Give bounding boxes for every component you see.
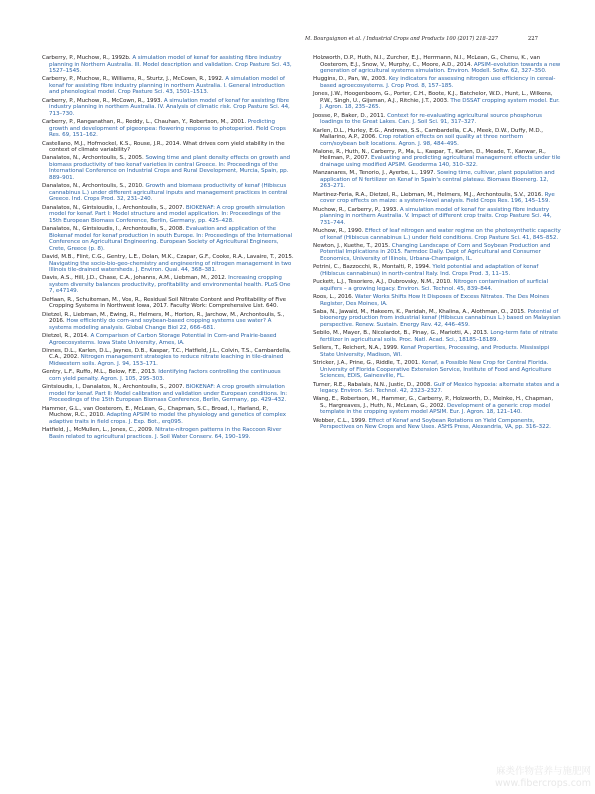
reference-authors: Danalatos, N., Gintsioudis, I., Archontoulis, S., 2008. (42, 226, 186, 233)
reference-entry (42, 348, 294, 368)
reference-authors: Muchow, R., 1990. (313, 228, 366, 235)
reference-entry (313, 170, 561, 190)
reference-link[interactable]: Development of a generic crop model template in the cropping system model APSIM. Eur. J. Agron. 18, 121–140. (320, 402, 551, 416)
reference-entry (42, 254, 294, 274)
reference-link[interactable]: Predicting growth and development of pigeonpea: flowering response to photoperiod. Field Crops Res. 69, 151–162. (49, 119, 286, 139)
reference-entry (313, 207, 561, 227)
reference-link[interactable]: APSIM–evolution towards a new generation of agricultural systems simulation. Environ. Modell. Softw. 62, 327–350. (320, 61, 561, 74)
reference-entry (313, 128, 561, 148)
reference-authors: Dinnes, D.L., Karlen, D.L., Jaynes, D.B., Kaspar, T.C., Hatfield, J.L., Colvin, T.S., Cambardella, C.A., 2002. (42, 347, 291, 361)
reference-entry (313, 228, 561, 241)
reference-link[interactable]: Sowing time and plant density effects on growth and biomass productivity of two kenaf varieties in central Greece. In: Proceedings of the International Conference on Industrial Crops and Rural Development, Murcia, Spain, pp. 889–901. (49, 155, 291, 181)
reference-link[interactable]: Effect of Kenaf and Soybean Rotations on Yield Components, Perspectives on New Crops and New Uses. ASHS Press, Alexandria, VA, pp. 316–322. (320, 417, 551, 431)
reference-authors: Dietzel, R., 2014. (42, 333, 91, 340)
reference-link[interactable]: Effect of leaf nitrogen and water regime on the photosynthetic capacity of kenaf (Hibiscus cannabinus L.) under field conditions. Crop Pasture Sci. 41, 845–852. (320, 228, 561, 241)
reference-entry (42, 312, 294, 332)
site-watermark (466, 766, 591, 790)
reference-entry (42, 98, 294, 118)
reference-entry (313, 264, 561, 277)
reference-authors: Hammer, G.L., van Oosterom, E., McLean, G., Chapman, S.C., Broad, I., Harland, P., Muchow, R.C., 2010. (42, 405, 269, 419)
reference-entry (42, 297, 294, 310)
reference-authors: Petrini, C., Bazzocchi, R., Montalti, P., 1994. (313, 264, 433, 271)
reference-authors: Hatfield, J., McMullen, L., Jones, C., 2009. (42, 427, 156, 434)
reference-link[interactable]: Adapting APSIM to model the physiology and genetics of complex adaptive traits in field crops. J. Exp. Bot., erq095. (49, 412, 286, 425)
reference-authors: Castellano, M.J., Hofmockel, K.S., Rouse, J.R., 2014. What drives corn yield stability in the context of climate variability? (42, 140, 285, 154)
reference-entry (42, 76, 294, 96)
reference-entry (42, 427, 294, 440)
reference-link[interactable]: Water Works Shifts How It Disposes of Excess Nitrates. The Des Moines Register, Des Moines, IA. (320, 294, 550, 307)
reference-authors: Carberry, P., Muchow, R., McCown, R., 1993. (42, 97, 164, 104)
reference-link[interactable]: Growth and biomass productivity of kenaf (Hibiscus cannabinus L.) under different agricultural inputs and management practices in central Greece. Ind. Crops Prod. 32, 231–240. (49, 183, 288, 203)
reference-authors: Carberry, P., Muchow, R., Williams, R., Sturtz, J., McCown, R., 1992. (42, 76, 226, 83)
reference-link[interactable]: Rye cover crop effects on maize: a system-level analysis. Field Crops Res. 196, 145–159. (320, 191, 555, 205)
reference-authors: Carberry, P., Ranganathan, R., Reddy, L., Chauhan, Y., Robertson, M., 2001. (42, 119, 248, 126)
reference-entry (313, 113, 561, 126)
reference-link[interactable]: A simulation model of kenaf for assisting fibre industry planning in northern Australia. V. Impact of different crop traits. Crop Pasture Sci. 44, 731–744. (320, 206, 552, 226)
reference-link[interactable]: Nitrogen contamination of surficial aquifers – a growing legacy. Environ. Sci. Technol. 45, 839–844. (320, 279, 548, 292)
reference-link[interactable]: How efficiently do corn-and soybean-based cropping systems use water? A systems modeling analysis. Global Change Biol 22, 666–681. (49, 318, 272, 331)
reference-authors: Manzanares, M., Tenorio, J., Ayerbe, L., 1997. (313, 170, 437, 177)
reference-link[interactable]: Gulf of Mexico hypoxia: alternate states and a legacy. Environ. Sci. Technol. 42, 2323–2327. (320, 381, 560, 395)
reference-entry (313, 76, 561, 89)
watermark-line-2: www.fibercrops.com (494, 778, 591, 789)
watermark-line-1: 麻类作物营养与施肥网 (495, 766, 591, 777)
reference-entry (42, 406, 294, 426)
reference-entry (42, 119, 294, 139)
reference-link[interactable]: Evaluating and predicting agricultural management effects under tile drainage using modified APSIM. Geoderma 140, 310–322. (320, 155, 561, 168)
reference-authors: Roos, L., 2016. (313, 294, 356, 301)
reference-link[interactable]: A simulation model of kenaf for assisting fibre industry planning in northern Australia. IV. Analysis of climatic risk. Crop Pasture Sci. 44, 713–730. (49, 97, 290, 117)
references-column-left (42, 55, 294, 442)
reference-authors: Sebilo, M., Mayer, B., Nicolardot, B., Pinay, G., Mariotti, A., 2013. (313, 330, 491, 337)
reference-authors: Huggins, D., Pan, W., 2003. (313, 76, 389, 83)
reference-link[interactable]: Nitrogen management strategies to reduce nitrate leaching in tile-drained Midwestern soils. Agron. J. 94, 153–171. (49, 354, 284, 367)
reference-authors: Carberry, P., Muchow, R., 1992b. (42, 55, 133, 61)
reference-entry (313, 149, 561, 169)
reference-link[interactable]: Identifying factors controlling the continuous corn yield penalty. Agron. J. 105, 295–303. (49, 369, 281, 382)
reference-link[interactable]: Kenaf, a Possible New Crop for Central Florida. University of Florida Cooperative Extension Service, Institute of Food and Agriculture Sciences, EDIS, Gainesville, FL. (320, 360, 552, 380)
reference-link[interactable]: The DSSAT cropping system model. Eur. J. Agron. 18, 235–265. (320, 97, 560, 111)
reference-authors: DeHaan, R., Schuiteman, M., Vos, R., Residual Soil Nitrate Content and Profitability of Five Cropping Systems in Northwest Iowa, 2017. Faculty Work: Comprehensive List. 640. (42, 296, 287, 310)
reference-authors: Davis, A.S., Hill, J.D., Chase, C.A., Johanns, A.M., Liebman, M., 2012. (42, 275, 229, 282)
reference-entry (313, 418, 561, 431)
reference-entry (313, 309, 561, 329)
reference-entry (313, 279, 561, 292)
reference-entry (42, 205, 294, 225)
reference-link[interactable]: Key indicators for assessing nitrogen use efficiency in cereal-based agroecosystems. J. Crop Prod. 8, 157–185. (320, 76, 556, 89)
reference-entry (313, 192, 561, 205)
reference-authors: Martinez-Feria, R.A., Dietzel, R., Liebman, M., Helmers, M.J., Archontoulis, S.V., 2016. (313, 191, 545, 198)
running-header (42, 36, 538, 46)
reference-link[interactable]: Yield potential and adaptation of kenaf (Hibiscus cannabinus) in north-central Italy. Ind. Crops Prod. 3, 11–15. (320, 264, 539, 277)
reference-authors: Puckett, L.J., Tesoriero, A.J., Dubrovsky, N.M., 2010. (313, 279, 454, 286)
reference-authors: Danalatos, N., Archontoulis, S., 2005. (42, 155, 146, 162)
reference-link[interactable]: BIOKENAF: A crop growth simulation model for kenaf. Part I: Model structure and model application. In: Proceedings of the 15th European Biomass Conference, Berlin, Germany, pp. 425–428. (49, 204, 285, 224)
reference-link[interactable]: Long-term fate of nitrate fertilizer in agricultural soils. Proc. Natl. Acad. Sci., 18185–18189. (320, 330, 558, 343)
reference-authors: Muchow, R., Carberry, P., 1993. (313, 206, 400, 213)
reference-link[interactable]: Sowing time, cultivar, plant population and application of N fertilizer on Kenaf in Spain's central plateau. Biomass Bioenerg. 12, 263–271. (320, 170, 555, 190)
reference-entry (313, 396, 561, 416)
reference-entry (42, 55, 294, 75)
reference-authors: Stricker, J.A., Prine, G., Riddle, T., 2001. (313, 360, 422, 367)
reference-authors: Sellers, T., Reichert, N.A., 1999. (313, 345, 401, 352)
reference-authors: Turner, R.E., Rabalais, N.N., Justic, D., 2008. (313, 381, 434, 388)
references-column-right (313, 55, 561, 433)
reference-link[interactable]: A Comparison of Carbon Storage Potential in Corn-and Prairie-based Agroecosystems. Iowa State University, Ames, IA. (49, 333, 277, 346)
reference-authors: Saba, N., Jawaid, M., Hakeem, K., Paridah, M., Khalina, A., Alothman, O., 2015. (313, 308, 528, 315)
reference-authors: Jones, J.W., Hoogenboom, G., Porter, C.H., Boote, K.J., Batchelor, W.D., Hunt, L., Wilkens, P.W., Singh, U., Gijsman, A.J., Ritchie, J.T., 2003. (313, 91, 553, 104)
reference-link[interactable]: Crop rotation effects on soil quality at three northern corn/soybean belt locations. Agron. J. 98, 484–495. (320, 134, 524, 147)
reference-authors: Gentry, L.F., Ruffo, M.L., Below, F.E., 2013. (42, 369, 159, 376)
reference-entry (313, 91, 561, 111)
reference-authors: Webber, C.L., 1999. (313, 417, 369, 424)
reference-link[interactable]: Nitrate-nitrogen patterns in the Raccoon River Basin related to agricultural practices. J. Soil Water Conserv. 64, 190–199. (49, 427, 282, 440)
reference-link[interactable]: A simulation model of kenaf for assisting fibre industry planning in northern Australia. I. General introduction and phenological model. Crop Pasture Sci. 43, 1501–1513. (49, 76, 285, 96)
reference-link[interactable]: Potential of bioenergy production from industrial kenaf (Hibiscus cannabinus L.) based on Malaysian perspective. Renew. Sustain. Energy Rev. 42, 446–459. (320, 308, 561, 328)
reference-authors: Holzworth, D.P., Huth, N.I., Zurcher, E.J., Herrmann, N.I., McLean, G., Chenu, K., van Oosterom, E.J., Snow, V., Murphy, C., Moore, A.D., 2014. (313, 55, 541, 68)
reference-link[interactable]: Evaluation and application of the Biokenaf model for kenaf production in south Europe. In: Proceedings of the International Conference on Agricultural Engineering. European Society of Agricultural Engineers, Crete, Greece (p. 8). (49, 226, 293, 252)
reference-authors: Danalatos, N., Archontoulis, S., 2010. (42, 183, 146, 190)
reference-link[interactable]: BIOKENAF: A crop growth simulation model for kenaf. Part II: Model calibration and validation under European conditions. In: Proceedings of the 15th European Biomass Conference, Berlin, Germany, pp. 429–432. (49, 384, 288, 404)
reference-authors: David, M.B., Flint, C.G., Gentry, L.E., Dolan, M.K., Czapar, G.F., Cooke, R.A., Lavaire, T., 2015. (42, 254, 294, 261)
reference-authors: Karlen, D.L., Hurley, E.G., Andrews, S.S., Cambardella, C.A., Meek, D.W., Duffy, M.D., Mallarino, A.P., 2006. (313, 127, 543, 141)
reference-entry (313, 330, 561, 343)
reference-entry (313, 55, 561, 75)
reference-entry (42, 183, 294, 203)
reference-link[interactable]: Increasing cropping system diversity balances productivity, profitability and environmental health. PLoS One 7, e47149. (49, 275, 291, 295)
reference-authors: Gintsioudis, I., Danalatos, N., Archontoulis, S., 2007. (42, 384, 186, 391)
reference-entry (42, 155, 294, 181)
reference-authors: Dietzel, R., Liebman, M., Ewing, R., Helmers, M., Horton, R., Jarchow, M., Archontoulis, S., 2016. (42, 311, 285, 325)
reference-authors: Danalatos, N., Gintsioudis, I., Archontoulis, S., 2007. (42, 204, 186, 211)
reference-link[interactable]: Context for re-evaluating agricultural source phosphorus loadings to the Great Lakes. Can. J. Soil Sci. 91, 317–327. (320, 112, 542, 126)
reference-entry (42, 369, 294, 382)
reference-link[interactable]: Changing Landscape of Corn and Soybean Production and Potential Implications in 2015. Farmdoc Daily. Dept of Agricultural and Consumer Economics, University of Illinois, Urbana-Champaign, IL. (320, 242, 551, 262)
reference-entry (313, 294, 561, 307)
reference-authors: Malone, R., Huth, N., Carberry, P., Ma, L., Kaspar, T., Karlen, D., Meade, T., Kanwar, R., Heilman, P., 2007. (313, 148, 546, 162)
reference-link[interactable]: A simulation model of kenaf for assisting fibre industry planning in Northern Australia. III. Model description and validation. Crop Pasture Sci. 43, 1527–1545. (49, 55, 292, 74)
reference-entry (313, 345, 561, 358)
journal-citation: M. Bourguignon et al. / Industrial Crops and Products 100 (2017) 218–227 (304, 36, 498, 42)
reference-authors: Wang, E., Robertson, M., Hammer, G., Carberry, P., Holzworth, D., Meinke, H., Chapman, S., Hargreaves, J., Huth, N., McLean, G., 2002. (313, 396, 554, 409)
reference-entry (42, 141, 294, 154)
page-number: 227 (527, 36, 538, 42)
reference-entry (42, 384, 294, 404)
reference-entry (42, 226, 294, 252)
reference-entry (42, 333, 294, 346)
reference-entry (313, 382, 561, 395)
reference-link[interactable]: Kenaf Properties, Processing, and Products. Mississippi State University, Madison, WI. (320, 345, 550, 358)
reference-authors: Newton, J., Kuethe, T., 2015. (313, 242, 392, 249)
reference-entry (313, 360, 561, 380)
reference-entry (313, 243, 561, 263)
reference-link[interactable]: Navigating the socio-bio-geo-chemistry and engineering of nitrogen management in two Illinois tile-drained watersheds. J. Environ. Qual. 44, 368–381. (49, 260, 292, 274)
reference-authors: Joosse, P., Baker, D., 2011. (313, 112, 388, 119)
reference-entry (42, 275, 294, 295)
